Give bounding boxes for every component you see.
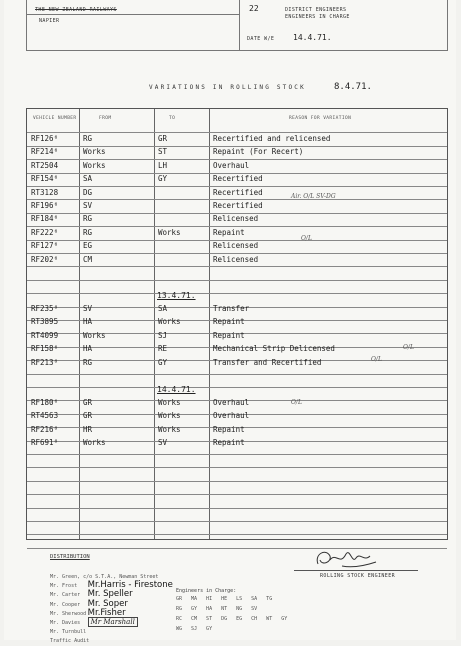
distribution-row <box>50 572 173 591</box>
row-rule <box>27 508 447 509</box>
title-date: 8.4.71. <box>334 82 372 92</box>
engineer-codes-row: RG GY HA NT NG SV <box>176 606 258 612</box>
cell-vehicle: RT4099 <box>31 330 59 340</box>
cell-from: RG <box>83 357 93 367</box>
cell-vehicle: RF180⁶ <box>31 398 59 407</box>
distribution-row <box>50 618 173 636</box>
cell-reason: Mechanical Strip Delicensed <box>213 344 335 354</box>
header-box <box>26 0 448 51</box>
distribution-prefix: Mr. Turnbull <box>50 629 87 636</box>
cell-vehicle: RT4563 <box>31 411 59 421</box>
cell-to: RE <box>158 344 168 354</box>
cell-from: SV <box>83 304 93 313</box>
section-date-13-4-71: 13.4.71. <box>157 291 196 300</box>
cell-reason: Repaint <box>213 227 245 237</box>
cell-from: SV <box>83 201 93 210</box>
row-rule <box>27 467 447 468</box>
distribution-title: DISTRIBUTION <box>50 554 90 560</box>
cell-to: LH <box>158 160 168 170</box>
cell-to: Works <box>158 424 181 434</box>
handwritten-note: O/L <box>403 344 414 351</box>
row-rule <box>27 521 447 522</box>
cell-reason: Recertified <box>213 187 263 197</box>
cell-to: GY <box>158 357 168 367</box>
cell-reason: Overhaul <box>213 411 250 421</box>
signature-mark <box>312 546 382 572</box>
distribution-prefix: Mr. Sherwood <box>50 610 87 617</box>
cell-to: SV <box>158 438 168 448</box>
distribution-prefix: Mr. Green, c/o S.T.A., Newman Street <box>50 574 159 580</box>
row-rule <box>27 293 447 294</box>
row-rule <box>27 548 447 549</box>
distribution-row <box>50 563 173 580</box>
cell-reason: Recertified <box>213 201 263 210</box>
cell-reason: Relicensed <box>213 241 259 251</box>
handwritten-note: Air. O/L SV-DG <box>291 193 336 200</box>
document-sheet <box>4 0 456 645</box>
engineer-codes-row: WG SJ GY <box>176 626 213 632</box>
row-rule <box>27 534 447 535</box>
cell-reason: Overhaul <box>213 398 250 407</box>
cell-from: Works <box>83 438 106 448</box>
cell-vehicle: RF235⁸ <box>31 304 59 313</box>
distribution-row <box>50 581 173 600</box>
cell-reason: Recertified <box>213 174 263 184</box>
addressee-line-1: DISTRICT ENGINEERS <box>285 7 347 13</box>
row-rule <box>27 481 447 482</box>
place-name: NAPIER <box>39 18 60 24</box>
cell-from: Works <box>83 330 106 340</box>
signature-label: ROLLING STOCK ENGINEER <box>320 573 396 579</box>
cell-to: Works <box>158 227 181 237</box>
distribution-row <box>50 600 173 618</box>
cell-vehicle: RT2504 <box>31 160 59 170</box>
cell-from: EG <box>83 241 93 251</box>
row-rule <box>27 280 447 281</box>
column-header-reason: REASON FOR VARIATION <box>289 116 352 121</box>
cell-reason: Relicensed <box>213 254 259 264</box>
cell-reason: Repaint <box>213 330 245 340</box>
cell-reason: Repaint <box>213 424 245 434</box>
distribution-list <box>50 563 173 645</box>
cell-from: HR <box>83 424 93 434</box>
distribution-row <box>50 591 173 609</box>
cell-vehicle: RF154⁶ <box>31 174 59 184</box>
cell-to: ST <box>158 147 168 157</box>
cell-from: Works <box>83 147 106 157</box>
cell-vehicle: RT3128 <box>31 187 59 197</box>
cell-to: SJ <box>158 330 168 340</box>
cell-from: RG <box>83 214 93 224</box>
cell-to: GR <box>158 134 168 143</box>
cell-from: RG <box>83 227 93 237</box>
cell-vehicle: RF158⁶ <box>31 344 59 354</box>
cell-from: RG <box>83 134 93 143</box>
row-rule <box>27 387 447 388</box>
engineers-label: Engineers in Charge: <box>176 588 237 594</box>
distribution-row <box>50 609 173 626</box>
cell-to: Works <box>158 317 181 327</box>
cell-vehicle: RF216⁸ <box>31 424 59 434</box>
addressee-line-2: ENGINEERS IN CHARGE <box>285 14 350 20</box>
distribution-prefix: Mr. Cooper <box>50 601 81 608</box>
document-title: VARIATIONS IN ROLLING STOCK <box>149 84 306 91</box>
row-rule <box>27 494 447 495</box>
column-header-vehicle: VEHICLE NUMBER <box>33 116 77 121</box>
cell-from: HA <box>83 317 93 327</box>
cell-vehicle: RF202⁶ <box>31 254 59 264</box>
rolling-stock-table <box>26 108 448 540</box>
column-header-from: FROM <box>99 116 112 121</box>
cell-vehicle: RT3895 <box>31 317 59 327</box>
distribution-prefix: Mr. Carter <box>50 592 81 599</box>
cell-reason: Repaint <box>213 438 245 448</box>
row-rule <box>27 374 447 375</box>
row-rule <box>27 266 447 267</box>
cell-from: SA <box>83 174 93 184</box>
distribution-name: Mr. Soper <box>87 598 128 609</box>
distribution-name: Mr.Harris - Firestone <box>87 580 173 591</box>
section-date-14-4-71: 14.4.71. <box>157 385 196 394</box>
engineer-codes-row: RC CM ST DG EG CH WT GY <box>176 616 288 622</box>
cell-to: SA <box>158 304 168 313</box>
cell-from: GR <box>83 411 93 421</box>
handwritten-note: O/L <box>371 356 382 363</box>
cell-vehicle: RF213⁸ <box>31 357 59 367</box>
cell-vehicle: RF222⁶ <box>31 227 59 237</box>
boxed-name: Mr Marshall <box>88 617 138 627</box>
distribution-prefix: Mr. Frost <box>50 583 78 590</box>
cell-reason: Repaint <box>213 317 245 327</box>
cell-to: Works <box>158 411 181 421</box>
cell-from: DG <box>83 187 93 197</box>
cell-vehicle: RF196⁶ <box>31 201 59 210</box>
handwritten-note: O/L <box>291 399 302 406</box>
cell-reason: Recertified and relicensed <box>213 134 331 143</box>
cell-from: CM <box>83 254 93 264</box>
cell-from: GR <box>83 398 93 407</box>
date-label: DATE W/E <box>247 36 275 42</box>
distribution-name: Mr. Speller <box>87 589 133 600</box>
cell-vehicle: RF691⁸ <box>31 438 59 448</box>
date-value: 14.4.71. <box>293 33 332 42</box>
cell-from: HA <box>83 344 93 354</box>
cell-from: Works <box>83 160 106 170</box>
row-rule <box>27 454 447 455</box>
cell-reason: Repaint (For Recert) <box>213 147 304 157</box>
header-rule <box>27 14 239 15</box>
engineer-codes-row: GR MA HI HE LS SA TG <box>176 596 273 602</box>
header-divider <box>239 0 240 50</box>
cell-reason: Transfer <box>213 304 250 313</box>
cell-vehicle: RF126⁶ <box>31 134 59 143</box>
distribution-prefix: Mr. Davies <box>50 619 81 626</box>
reference-number: 22 <box>249 4 259 13</box>
distribution-row <box>50 627 173 645</box>
distribution-prefix: Traffic Audit <box>50 638 90 645</box>
cell-reason: Relicensed <box>213 214 259 224</box>
cell-to: GY <box>158 174 168 184</box>
cell-vehicle: RF127⁶ <box>31 241 59 251</box>
cell-reason: Overhaul <box>213 160 250 170</box>
handwritten-note: O/L <box>301 235 312 242</box>
cell-reason: Transfer and Recertified <box>213 357 322 367</box>
org-line: THE NEW ZEALAND RAILWAYS <box>35 7 117 13</box>
cell-vehicle: RF184⁶ <box>31 214 59 224</box>
cell-vehicle: RF214⁶ <box>31 147 59 157</box>
signature-line <box>294 570 418 571</box>
cell-to: Works <box>158 398 181 407</box>
column-header-to: TO <box>169 116 176 121</box>
distribution-name: Mr.Fisher <box>87 607 126 618</box>
